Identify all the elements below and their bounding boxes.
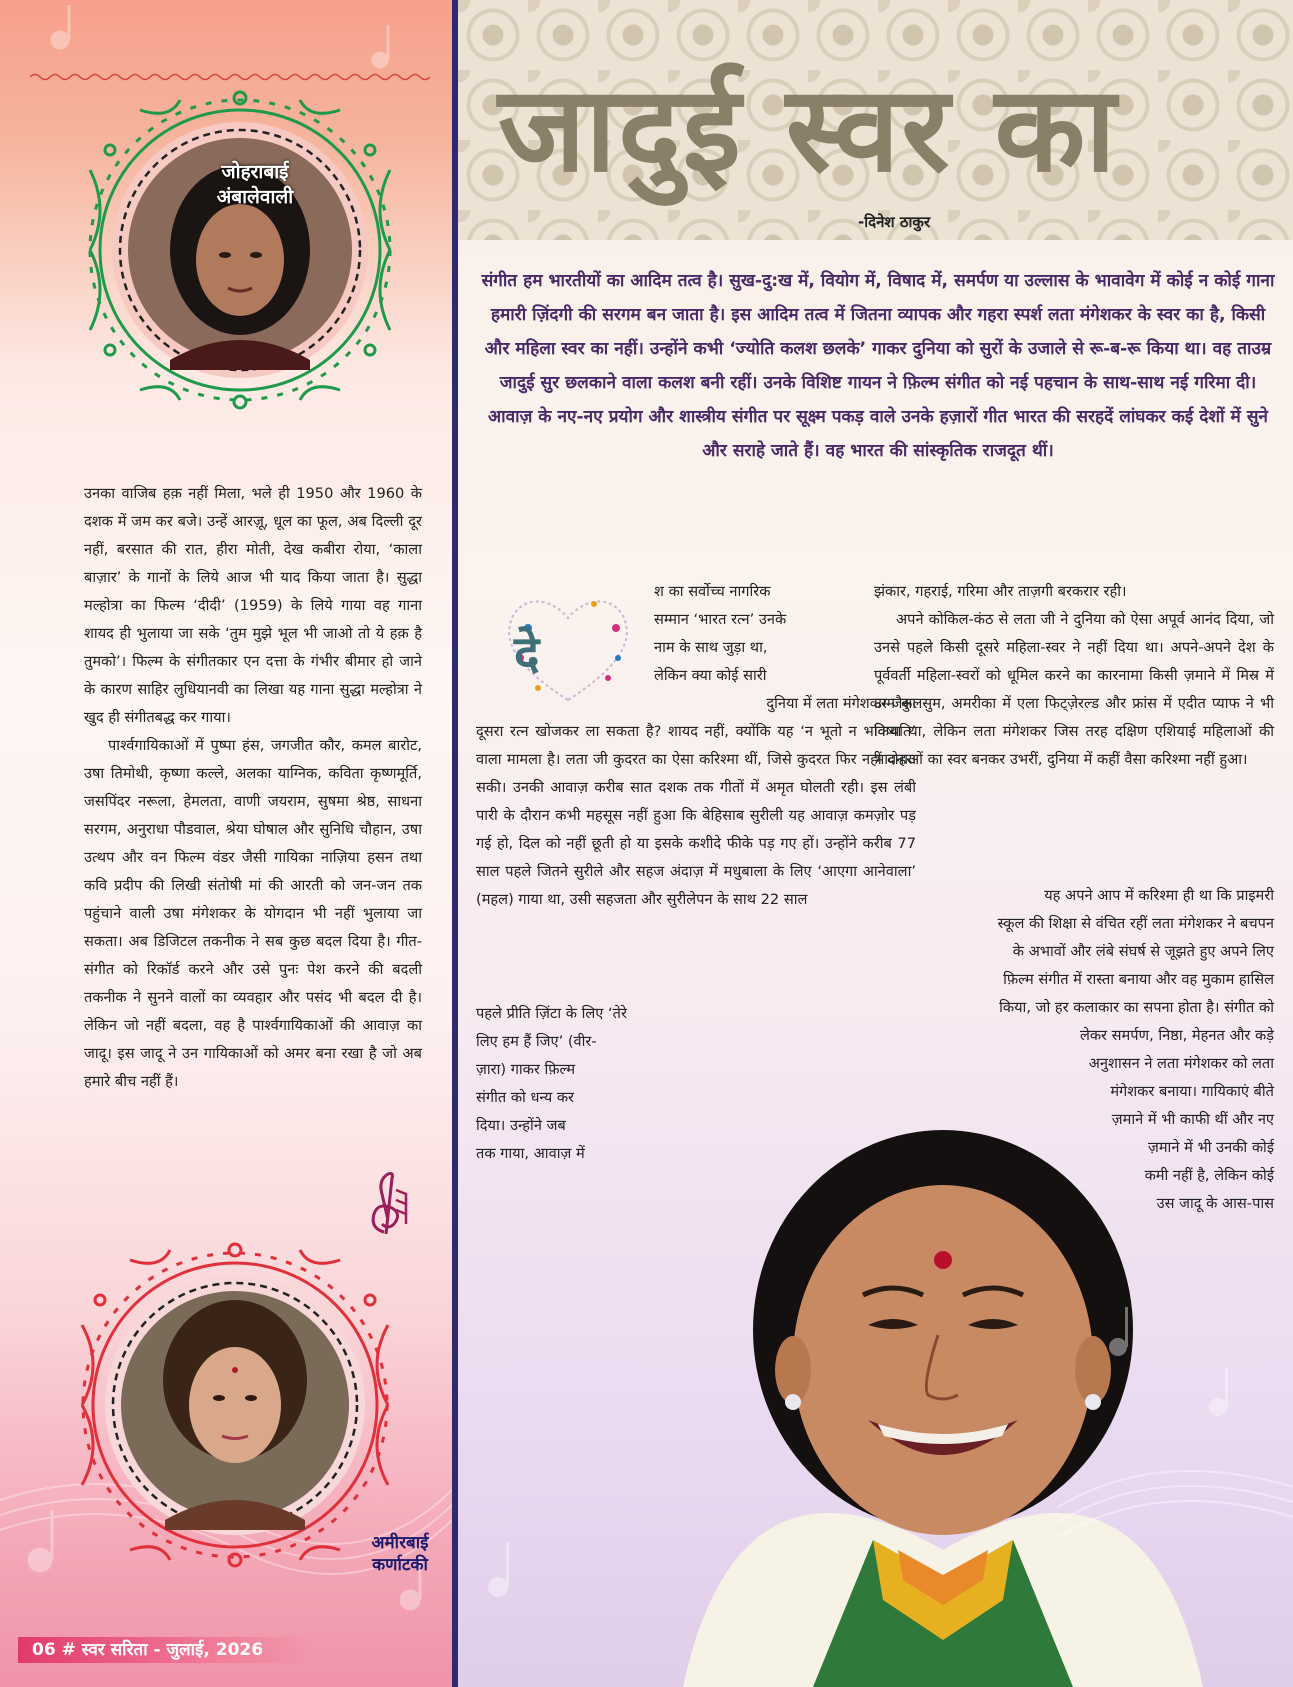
caption-bottom-line1: अमीरबाई <box>371 1533 429 1553</box>
ornament-frame-top <box>80 90 400 410</box>
caption-bottom-line2: कर्णाटकी <box>372 1555 428 1575</box>
col2-p3-line-4: फ़िल्म संगीत में रास्ता बनाया और वह मुकाम हासिल <box>1003 971 1274 988</box>
col2-paragraph-2: अपने कोकिल-कंठ से लता जी ने दुनिया को ऐसा अपूर्व आनंद दिया, जो उनसे पहले किसी दूसरे महिला-स्वर ने नहीं दिया था। अपने-अपने देश के पूर्ववर्ती महिला-स्वरों को धूमिल करने का कारनामा किसी ज़माने में मिस्र में उम्म कुलसुम, अमरीका में एला फिट्ज़ेरल्ड और फ्रांस में एदीत प्याफ ने भी किया था, लेकिन लता मंगेशकर जिस तरह दक्षिण एशियाई महिलाओं की भावनाओं का स्वर बनकर उभरीं, दुनिया में कहीं वैसा करिश्मा नहीं हुआ। <box>874 611 1274 768</box>
col1-lead-line-2: सम्मान ‘भारत रत्न’ उनके <box>654 611 787 628</box>
caption-bottom <box>350 1532 450 1576</box>
col2-p3-line-10: ज़माने में भी उनकी कोई <box>1148 1139 1274 1156</box>
col1-lead-line-3: नाम के साथ जुड़ा था, <box>654 639 768 656</box>
caption-top <box>200 160 310 210</box>
intro-paragraph: संगीत हम भारतीयों का आदिम तत्व है। सुख-दु:ख में, वियोग में, विषाद में, समर्पण या उल्लास के भावावेग में कोई न कोई गाना हमारी ज़िंदगी की सरगम बन जाता है। इस आदिम तत्व में जितना व्यापक और गहरा स्पर्श लता मंगेशकर के स्वर का है, किसी और महिला स्वर का नहीं। उन्होंने कभी ‘ज्योति कलश छलके’ गाकर दुनिया को सुरों के उजाले से रू-ब-रू किया था। वह ताउम्र जादुई सुर छलकाने वाला कलश बनी रहीं। उनके विशिष्ट गायन ने फ़िल्म संगीत को नई पहचान के साथ-साथ नई गरिमा दी। आवाज़ के नए-नए प्रयोग और शास्त्रीय संगीत पर सूक्ष्म पकड़ वाले उनके हज़ारों गीत भारत की सरहदें लांघकर कई देशों में सुने और सराहे जाते हैं। वह भारत की सांस्कृतिक राजदूत थीं। <box>481 271 1275 461</box>
column1-tail <box>476 1000 646 1168</box>
col2-paragraph-1: झंकार, गहराई, गरिमा और ताज़गी बरकरार रही। <box>874 583 1127 600</box>
col1-lead-line-4: लेकिन क्या कोई सारी <box>654 667 767 684</box>
col2-p3-line-11: कमी नहीं है, लेकिन कोई <box>1144 1167 1274 1184</box>
col1-tail-line-4: संगीत को धन्य कर <box>476 1089 575 1106</box>
col1-lead-line-5-wrap <box>604 690 916 718</box>
sidebar <box>0 0 452 1687</box>
col1-tail-line-2: लिए हम हैं जिए’ (वीर- <box>476 1033 597 1050</box>
music-notes-decoration <box>458 1287 1293 1687</box>
col2-p3-line-12: उस जादू के आस-पास <box>1156 1195 1274 1212</box>
col1-tail-line-3: ज़ारा) गाकर फ़िल्म <box>476 1061 576 1078</box>
col2-p3-line-5: किया, जो हर कलाकार का सपना होता है। संगीत को <box>999 999 1274 1016</box>
sidebar-paragraph-2: पार्श्वगायिकाओं में पुष्पा हंस, जगजीत कौर, कमल बारोट, उषा तिमोथी, कृष्णा कल्ले, अलका याग्निक, कविता कृष्णमूर्ति, जसपिंदर नरूला, हेमलता, वाणी जयराम, सुषमा श्रेष्ठ, साधना सरगम, अनुराधा पौडवाल, श्रेया घोषाल और सुनिधि चौहान, उषा उत्थप और वन फिल्म वंडर जैसी गायिका नाज़िया हसन तथा कवि प्रदीप की लिखी संतोषी मां की आरती को जन-जन तक पहुंचाने वाली उषा मंगेशकर के योगदान भी नहीं भुलाया जा सकता। अब डिजिटल तकनीक ने सब कुछ बदल दिया है। गीत-संगीत को रिकॉर्ड करने और उसे पुनः पेश करने की बदली तकनीक ने सुनने वालों का व्यवहार और पसंद भी बदल दी है। लेकिन जो नहीं बदला, वह है पार्श्वगायिकाओं की आवाज़ का जादू। इस जादू ने उन गायिकाओं को अमर बना रखा है जो अब हमारे बीच नहीं हैं। <box>84 737 422 1090</box>
col1-lead-line-1: श का सर्वोच्च नागरिक <box>654 583 771 600</box>
sidebar-article-text <box>84 480 422 1096</box>
wavy-divider <box>30 72 430 82</box>
col1-lead-line-5: दुनिया में लता मंगेशकर जैसा <box>766 695 916 712</box>
treble-clef-icon <box>362 1172 412 1242</box>
col2-p3-line-9: ज़माने में भी काफी थीं और नए <box>1111 1111 1274 1128</box>
dropcap-letter: दे <box>514 626 540 682</box>
ornament-frame-bottom <box>70 1240 400 1570</box>
col2-p3-line-3: के अभावों और लंबे संघर्ष से जूझते हुए अपने लिए <box>1012 943 1274 960</box>
caption-top-line1: जोहराबाई <box>221 161 289 183</box>
main-article <box>458 0 1293 1687</box>
page-footer: 06 # स्वर सरिता - जुलाई, 2026 <box>18 1637 312 1663</box>
col2-p3-line-7: अनुशासन ने लता मंगेशकर को लता <box>1088 1055 1274 1072</box>
col1-tail-line-5: दिया। उन्होंने जब <box>476 1117 566 1134</box>
col2-p3-line-6: लेकर समर्पण, निष्ठा, मेहनत और कड़े <box>1079 1027 1274 1044</box>
col2-p3-line-1: यह अपने आप में करिश्मा ही था कि प्राइमरी <box>1044 887 1274 904</box>
col2-p3-line-8: मंगेशकर बनाया। गायिकाएं बीते <box>1110 1083 1274 1100</box>
col1-tail-line-6: तक गाया, आवाज़ में <box>476 1145 585 1162</box>
author-byline: -दिनेश ठाकुर <box>858 213 931 231</box>
col2-p3-line-2: स्कूल की शिक्षा से वंचित रहीं लता मंगेशकर ने बचपन <box>997 915 1274 932</box>
sidebar-paragraph-1: उनका वाजिब हक़ नहीं मिला, भले ही 1950 और 1960 के दशक में जम कर बजे। उन्हें आरज़ू, धूल का फूल, अब दिल्ली दूर नहीं, बरसात की रात, हीरा मोती, देख कबीरा रोया, ‘काला बाज़ार’ के गानों के लिये आज भी याद किया जाता है। सुद्धा मल्होत्रा का फिल्म ‘दीदी’ (1959) के लिये गाया वह गाना शायद ही भुलाया जा सके ‘तुम मुझे भूल भी जाओ तो ये हक़ है तुमको’। फिल्म के संगीतकार एन दत्ता के गंभीर बीमार हो जाने के कारण साहिर लुधियानवी का लिखा यह गाना सुद्धा मल्होत्रा ने खुद ही संगीतबद्ध कर गाया। <box>84 485 422 726</box>
column2 <box>874 578 1274 774</box>
column1-body <box>476 718 916 998</box>
page-title: जादुई स्वर का <box>498 60 1118 198</box>
col1-tail-line-1: पहले प्रीति ज़िंटा के लिए ‘तेरे <box>476 1005 627 1022</box>
caption-top-line2: अंबालेवाली <box>216 186 294 208</box>
col1-body-text: दूसरा रत्न खोजकर ला सकता है? शायद नहीं, क्योंकि यह ‘न भूतो न भविष्यति’ वाला मामला है। लता जी कुदरत का ऐसा करिश्मा थीं, जिसे कुदरत फिर नहीं दोहरा सकी। उनकी आवाज़ करीब सात दशक तक गीतों में अमृत घोलती रही। इस लंबी पारी के दौरान कभी महसूस नहीं हुआ कि बेहिसाब सुरीली यह आवाज़ कमज़ोर पड़ गई हो, दिल को नहीं छूती हो या इसके कशीदे फीके पड़ गए हों। उन्होंने करीब 77 साल पहले जितने सुरीले और सहज अंदाज़ में मधुबाला के लिए ‘आएगा आनेवाला’ (महल) गाया था, उसी सहजता और सुरीलेपन के साथ 22 साल <box>476 723 916 908</box>
